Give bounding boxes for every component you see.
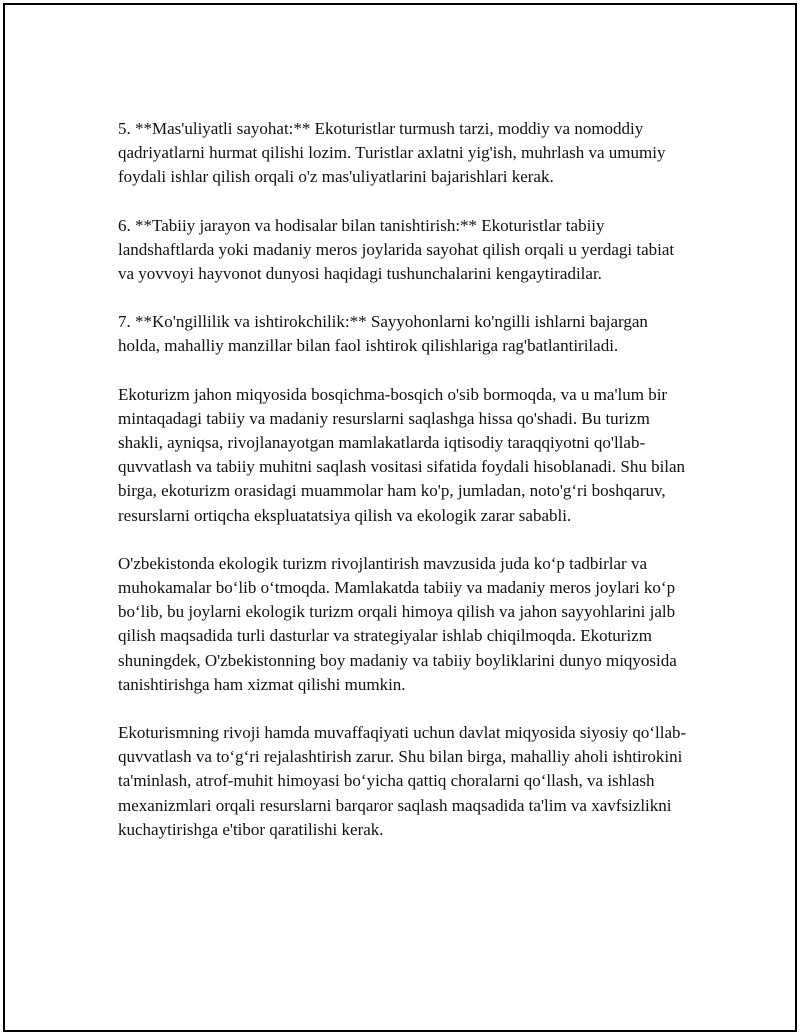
paragraph-ecotourism-growth: Ekoturizm jahon miqyosida bosqichma-bosqich o'sib bormoqda, va u ma'lum bir mintaqadagi tabiiy va madaniy resurslarni saqlashga hissa qo'shadi. Bu turizm shakli, ayniqsa, rivojlanayotgan mamlakatlarda iqtisodiy taraqqiyotni qo'llab-quvvatlash va tabiiy muhitni saqlash vositasi sifatida foydali hisoblanadi. Shu bilan birga, ekoturizm orasidagi muammolar ham ko'p, jumladan, noto'g‘ri boshqaruv, resurslarni ortiqcha ekspluatatsiya qilish va ekologik zarar sababli. [118,384,686,525]
paragraph-volunteering: 7. **Ko'ngillilik va ishtirokchilik:** Sayyohonlarni ko'ngilli ishlarni bajargan holda, mahalliy manzillar bilan faol ishtirok qilishlariga rag'batlantiriladi. [118,312,648,356]
paragraph-policy-support: Ekoturismning rivoji hamda muvaffaqiyati uchun davlat miqyosida siyosiy qo‘llab-quvvatlash va to‘g‘ri rejalashtirish zarur. Shu bilan birga, mahalliy aholi ishtirokini ta'minlash, atrof-muhit himoyasi bo‘yicha qattiq choralarni qo‘llash, va ishlash mexanizmlari orqali resurslarni barqaror saqlash maqsadida ta'lim va xavfsizlikni kuchaytirishga e'tibor qaratilishi kerak. [118,723,687,839]
paragraph-uzbekistan-ecotourism: O'zbekistonda ekologik turizm rivojlantirish mavzusida juda ko‘p tadbirlar va muhokamalar bo‘lib o‘tmoqda. Mamlakatda tabiiy va madaniy meros joylari ko‘p bo‘lib, bu joylarni ekologik turizm orqali himoya qilish va jahon sayyohlarini jalb qilish maqsadida turli dasturlar va strategiyalar ishlab chiqilmoqda. Ekoturizm shuningdek, O'zbekistonning boy madaniy va tabiiy boyliklarini dunyo miqyosida tanishtirishga ham xizmat qilishi mumkin. [118,553,677,694]
paragraph-nature-introduction: 6. **Tabiiy jarayon va hodisalar bilan tanishtirish:** Ekoturistlar tabiiy landshaftlarda yoki madaniy meros joylarida sayohat qilish orqali u yerdagi tabiat va yovvoyi hayvonot dunyosi haqidagi tushunchalarini kengaytiradilar. [118,215,675,284]
paragraph-responsible-travel: 5. **Mas'uliyatli sayohat:** Ekoturistlar turmush tarzi, moddiy va nomoddiy qadriyatlarni hurmat qilishi lozim. Turistlar axlatni yig'ish, muhrlash va umumiy foydali ishlar qilish orqali o'z mas'uliyatlarini bajarishlari kerak. [118,119,666,187]
document-body [118,117,690,866]
